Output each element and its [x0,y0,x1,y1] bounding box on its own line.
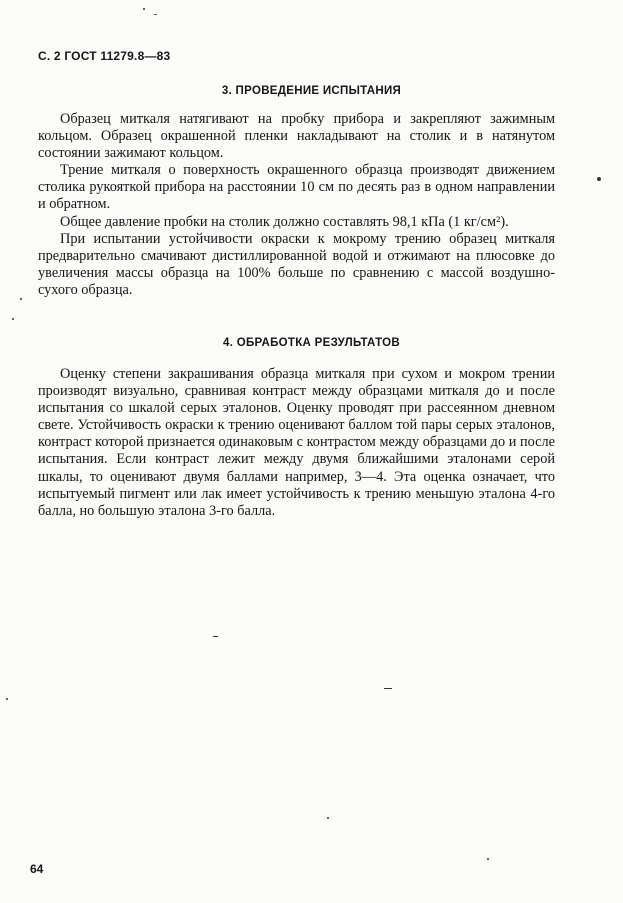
section-3-paragraph: Общее давление пробки на столик должно составлять 98,1 кПа (1 кг/см²). [60,213,509,230]
scan-speck [12,318,14,320]
section-3-body [38,111,555,299]
scan-speck [327,817,329,819]
scan-speck [384,688,392,689]
page-header: С. 2 ГОСТ 11279.8—83 [38,49,171,63]
scan-speck [213,636,218,637]
section-4-paragraph: Оценку степени закрашивания образца миткаля при сухом и мокром трении производят визуально, сравнивая контраст между образцами миткаля до и после испытания со шкалой серых эталонов. Оценку проводят при рассеянном дневном свете. Устойчивость окраски к трению оценивают баллом той пары серых эталонов, контраст которой признается одинаковым с контрастом между образцами до и после испытания. Если контраст лежит между двумя ближайшими эталонами серой шкалы, то оценивают двумя баллами например, 3—4. Эта оценка означает, что испытуемый пигмент или лак имеет устойчивость к трению меньшую эталона 4-го балла, но большую эталона 3-го балла. [38,366,555,519]
section-3-paragraph: При испытании устойчивости окраски к мокрому трению образец миткаля предварительно смачивают дистиллированной водой и отжимают на плюсовке до увеличения массы образца на 100% больше по сравнению с массой воздушно-сухого образца. [38,230,555,298]
scan-speck [154,14,157,15]
section-4-body [38,366,555,520]
scan-speck [6,698,8,700]
section-3-paragraph: Трение миткаля о поверхность окрашенного образца производят движением столика рукояткой прибора на расстоянии 10 см по десять раз в одном направлении и обратном. [38,162,555,213]
page-number: 64 [30,862,44,876]
section-3-paragraph: Образец миткаля натягивают на пробку прибора и закрепляют зажимным кольцом. Образец окрашенной пленки накладывают на столик и в натянутом состоянии зажимают кольцом. [38,111,555,162]
section-4-title: 4. ОБРАБОТКА РЕЗУЛЬТАТОВ [223,337,400,349]
scan-speck [487,858,489,860]
scan-speck [597,177,601,181]
scan-speck [20,298,22,300]
section-3-title: 3. ПРОВЕДЕНИЕ ИСПЫТАНИЯ [221,85,402,97]
scan-speck [143,8,145,10]
